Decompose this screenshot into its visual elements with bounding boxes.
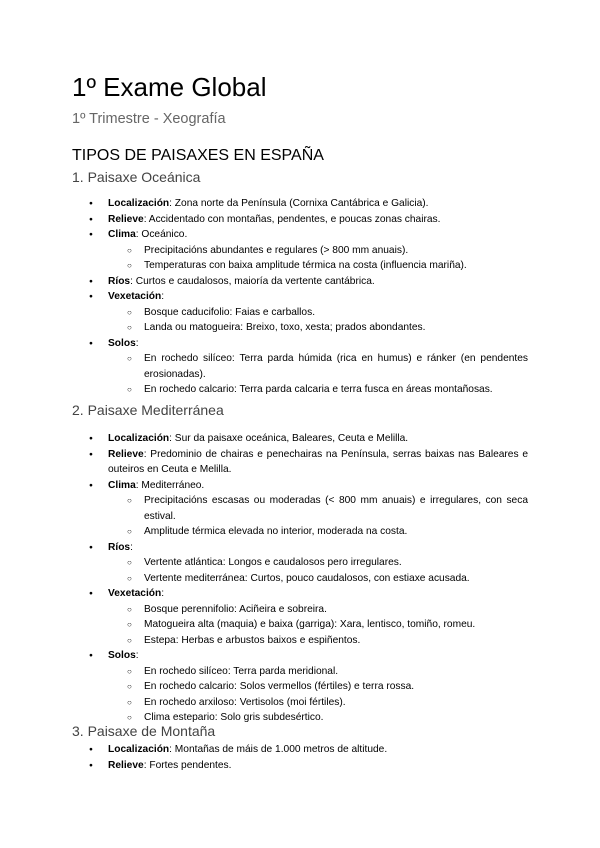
sub-list	[108, 602, 528, 649]
sub-list-item: ○ Vertente atlántica: Longos e caudalosos pero irregulares.	[72, 555, 528, 571]
item-label: Relieve	[108, 448, 144, 460]
list-item	[72, 336, 528, 398]
list-item	[72, 289, 528, 336]
list-item	[72, 540, 528, 587]
list-item	[72, 274, 528, 290]
sub-list-item: ○ En rochedo arxiloso: Vertisolos (moi fértiles).	[72, 695, 528, 711]
list-item	[72, 227, 528, 274]
item-text: : Fortes pendentes.	[143, 759, 232, 771]
section-title: 2. Paisaxe Mediterránea	[72, 402, 224, 418]
section-montana	[72, 722, 528, 773]
sub-list-item: ○ Bosque caducifolio: Faias e carballos.	[72, 305, 528, 321]
list-item	[72, 758, 528, 774]
item-text: : Zona norte da Península (Cornixa Cantábrica e Galicia).	[169, 198, 429, 209]
main-heading: TIPOS DE PAISAXES EN ESPAÑA	[72, 147, 324, 164]
sub-list-item: ○ Vertente mediterránea: Curtos, pouco caudalosos, con estiaxe acusada.	[72, 571, 528, 587]
sub-list-item: ○ Precipitacións abundantes e regulares (> 800 mm anuais).	[72, 243, 528, 259]
section-title: 3. Paisaxe de Montaña	[72, 723, 216, 739]
sub-list-item: ○ En rochedo calcario: Solos vermellos (fértiles) e terra rossa.	[72, 679, 528, 695]
item-label: Relieve	[108, 759, 144, 771]
bullet-list	[72, 196, 528, 398]
item-label: Vexetación	[108, 291, 162, 302]
item-text: : Sur da paisaxe oceánica, Baleares, Ceuta e Melilla.	[169, 433, 409, 444]
bullet-list	[72, 431, 528, 726]
sub-list-item: ○ Temperaturas con baixa amplitude térmica na costa (influencia mariña).	[72, 258, 528, 274]
list-item	[72, 431, 528, 447]
item-text: :	[130, 541, 133, 553]
sub-list-item: ○ En rochedo calcario: Terra parda calcaria e terra fusca en áreas montañosas.	[72, 382, 528, 398]
item-text: : Oceánico.	[135, 229, 188, 240]
list-item	[72, 586, 528, 648]
sub-list-item: ○ En rochedo silíceo: Terra parda meridional.	[72, 664, 528, 680]
list-item	[72, 648, 528, 726]
sub-list-item: ○ Estepa: Herbas e arbustos baixos e espiñentos.	[72, 633, 528, 649]
sub-list-item: ○ Precipitacións escasas ou moderadas (< 800 mm anuais) e irregulares, con seca estival.	[72, 493, 528, 524]
item-label: Localización	[108, 198, 170, 209]
item-label: Ríos	[108, 275, 131, 287]
item-label: Solos	[108, 337, 136, 349]
sub-list-item: ○ Matogueira alta (maquia) e baixa (garriga): Xara, lentisco, tomiño, romeu.	[72, 617, 528, 633]
sub-list	[108, 664, 528, 726]
sub-list	[108, 493, 528, 540]
section-mediterranea	[72, 401, 528, 726]
sub-list-item: ○ Bosque perennifolio: Aciñeira e sobreira.	[72, 602, 528, 618]
bullet-list	[72, 742, 528, 773]
sub-list	[108, 243, 528, 274]
sub-list	[108, 351, 528, 398]
item-label: Relieve	[108, 213, 144, 225]
item-label: Clima	[108, 229, 136, 240]
list-item	[72, 447, 528, 478]
document-title: 1º Exame Global	[72, 72, 267, 102]
item-label: Ríos	[108, 541, 131, 553]
item-text: :	[135, 337, 139, 349]
item-text: : Accidentado con montañas, pendentes, e poucas zonas chairas.	[143, 213, 441, 225]
item-text: : Curtos e caudalosos, maioría da vertente cantábrica.	[130, 275, 375, 287]
item-text: : Predominio de chairas e penechairas na Península, serras baixas nas Baleares e outeiros en Ceuta e Melilla.	[108, 448, 528, 475]
sub-list-item: ○ En rochedo silíceo: Terra parda húmida (rica en humus) e ránker (en pendentes erosionadas).	[72, 351, 528, 382]
item-text: :	[161, 291, 165, 302]
item-text: : Montañas de máis de 1.000 metros de altitude.	[169, 744, 388, 755]
item-text: :	[161, 588, 165, 599]
list-item	[72, 742, 528, 758]
section-oceanica	[72, 168, 528, 398]
list-item	[72, 212, 528, 228]
sub-list-item: ○ Amplitude térmica elevada no interior, moderada na costa.	[72, 524, 528, 540]
section-title: 1. Paisaxe Oceánica	[72, 169, 201, 185]
document-subtitle: 1º Trimestre - Xeografía	[72, 111, 226, 127]
item-text: :	[135, 650, 139, 661]
item-text: : Mediterráneo.	[135, 479, 205, 491]
item-label: Localización	[108, 744, 170, 755]
item-label: Vexetación	[108, 588, 162, 599]
sub-list	[108, 305, 528, 336]
sub-list-item: ○ Clima estepario: Solo gris subdesértico.	[72, 710, 528, 726]
sub-list	[108, 555, 528, 586]
list-item	[72, 196, 528, 212]
item-label: Clima	[108, 479, 136, 491]
item-label: Solos	[108, 650, 136, 661]
sub-list-item: ○ Landa ou matogueira: Breixo, toxo, xesta; prados abondantes.	[72, 320, 528, 336]
item-label: Localización	[108, 433, 170, 444]
list-item	[72, 478, 528, 540]
